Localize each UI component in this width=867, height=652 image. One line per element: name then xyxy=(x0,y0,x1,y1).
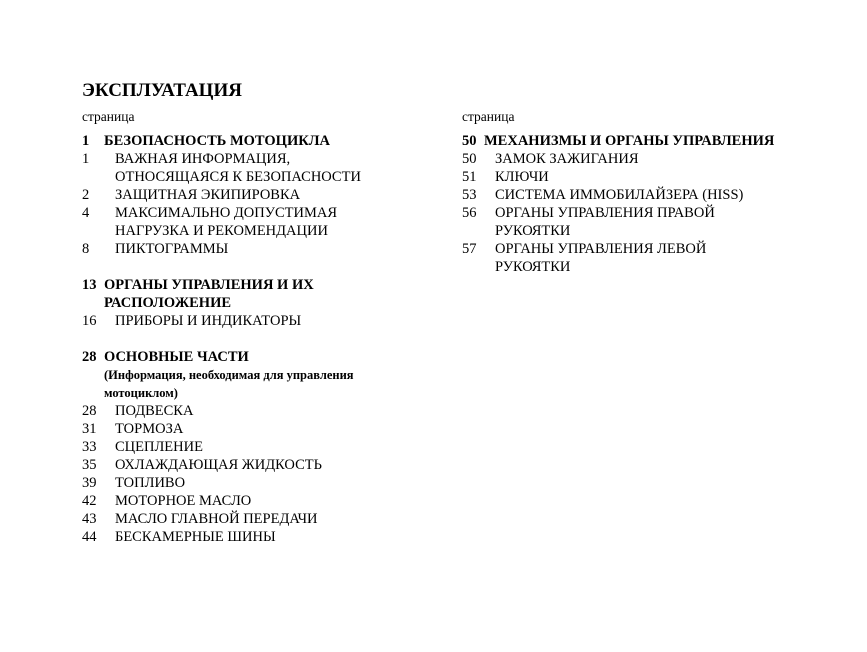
toc-item[interactable] xyxy=(462,204,802,240)
item-title: МАСЛО ГЛАВНОЙ ПЕРЕДАЧИ xyxy=(115,511,318,527)
item-title: ОРГАНЫ УПРАВЛЕНИЯ ЛЕВОЙ xyxy=(495,241,707,257)
section-title: ОСНОВНЫЕ ЧАСТИ xyxy=(104,349,249,365)
item-page-number: 4 xyxy=(82,205,90,221)
toc-section-safety[interactable] xyxy=(82,132,422,150)
section-title: ОРГАНЫ УПРАВЛЕНИЯ И ИХ xyxy=(104,277,314,293)
item-page-number: 1 xyxy=(82,151,90,167)
item-title-cont: РУКОЯТКИ xyxy=(495,259,571,275)
item-title: МОТОРНОЕ МАСЛО xyxy=(115,493,252,509)
item-page-number: 42 xyxy=(82,493,97,509)
toc-item[interactable] xyxy=(82,510,422,528)
item-page-number: 39 xyxy=(82,475,97,491)
toc-item[interactable] xyxy=(82,438,422,456)
toc-item[interactable] xyxy=(82,150,422,186)
toc-item[interactable] xyxy=(462,240,802,276)
item-title: ОРГАНЫ УПРАВЛЕНИЯ ПРАВОЙ xyxy=(495,205,715,221)
section-page-number: 28 xyxy=(82,349,97,365)
toc-item[interactable] xyxy=(462,186,802,204)
toc-item[interactable] xyxy=(82,402,422,420)
page-column-label: страница xyxy=(462,109,515,124)
item-title-cont: ОТНОСЯЩАЯСЯ К БЕЗОПАСНОСТИ xyxy=(115,169,361,185)
toc-item[interactable] xyxy=(462,168,802,186)
item-page-number: 33 xyxy=(82,439,97,455)
section-page-number: 13 xyxy=(82,277,97,293)
item-page-number: 31 xyxy=(82,421,97,437)
item-title: ПРИБОРЫ И ИНДИКАТОРЫ xyxy=(115,313,302,329)
page-title: ЭКСПЛУАТАЦИЯ xyxy=(82,80,242,101)
page-column-label: страница xyxy=(82,109,135,124)
toc-item[interactable] xyxy=(82,312,422,330)
section-title-cont: РАСПОЛОЖЕНИЕ xyxy=(104,295,232,311)
item-page-number: 43 xyxy=(82,511,97,527)
item-title: БЕСКАМЕРНЫЕ ШИНЫ xyxy=(115,529,276,545)
toc-item[interactable] xyxy=(462,150,802,168)
toc-item[interactable] xyxy=(82,474,422,492)
item-title: МАКСИМАЛЬНО ДОПУСТИМАЯ xyxy=(115,205,338,221)
toc-item[interactable] xyxy=(82,420,422,438)
item-page-number: 56 xyxy=(462,205,477,221)
item-page-number: 50 xyxy=(462,151,477,167)
item-page-number: 44 xyxy=(82,529,97,545)
toc-item[interactable] xyxy=(82,492,422,510)
toc-right-column xyxy=(462,108,802,276)
section-note-cont: мотоциклом) xyxy=(104,386,178,400)
item-title: ПИКТОГРАММЫ xyxy=(115,241,229,257)
item-title: СИСТЕМА ИММОБИЛАЙЗЕРА (HISS) xyxy=(495,187,744,203)
toc-section-controls[interactable] xyxy=(82,276,422,312)
section-note: (Информация, необходимая для управления xyxy=(104,368,354,382)
item-title: ТОПЛИВО xyxy=(115,475,186,491)
item-title: КЛЮЧИ xyxy=(495,169,549,185)
item-title: ТОРМОЗА xyxy=(115,421,184,437)
toc-item[interactable] xyxy=(82,240,422,258)
section-page-number: 50 xyxy=(462,133,477,149)
section-title: БЕЗОПАСНОСТЬ МОТОЦИКЛА xyxy=(104,133,331,149)
toc-section-main-parts[interactable] xyxy=(82,348,422,402)
item-title-cont: НАГРУЗКА И РЕКОМЕНДАЦИИ xyxy=(115,223,328,239)
toc-section-mechanisms[interactable] xyxy=(462,132,802,150)
toc-item[interactable] xyxy=(82,204,422,240)
item-title: ПОДВЕСКА xyxy=(115,403,194,419)
item-title: ОХЛАЖДАЮЩАЯ ЖИДКОСТЬ xyxy=(115,457,322,473)
item-page-number: 35 xyxy=(82,457,97,473)
item-page-number: 2 xyxy=(82,187,90,203)
toc-left-column xyxy=(82,108,422,546)
item-title: ВАЖНАЯ ИНФОРМАЦИЯ, xyxy=(115,151,291,167)
toc-item[interactable] xyxy=(82,186,422,204)
item-page-number: 28 xyxy=(82,403,97,419)
section-page-number: 1 xyxy=(82,133,90,149)
item-page-number: 51 xyxy=(462,169,477,185)
item-page-number: 16 xyxy=(82,313,97,329)
item-page-number: 57 xyxy=(462,241,477,257)
toc-item[interactable] xyxy=(82,528,422,546)
section-title: МЕХАНИЗМЫ И ОРГАНЫ УПРАВЛЕНИЯ xyxy=(484,133,775,149)
item-title-cont: РУКОЯТКИ xyxy=(495,223,571,239)
item-title: СЦЕПЛЕНИЕ xyxy=(115,439,203,455)
item-title: ЗАМОК ЗАЖИГАНИЯ xyxy=(495,151,639,167)
item-page-number: 53 xyxy=(462,187,477,203)
item-page-number: 8 xyxy=(82,241,90,257)
item-title: ЗАЩИТНАЯ ЭКИПИРОВКА xyxy=(115,187,301,203)
toc-item[interactable] xyxy=(82,456,422,474)
